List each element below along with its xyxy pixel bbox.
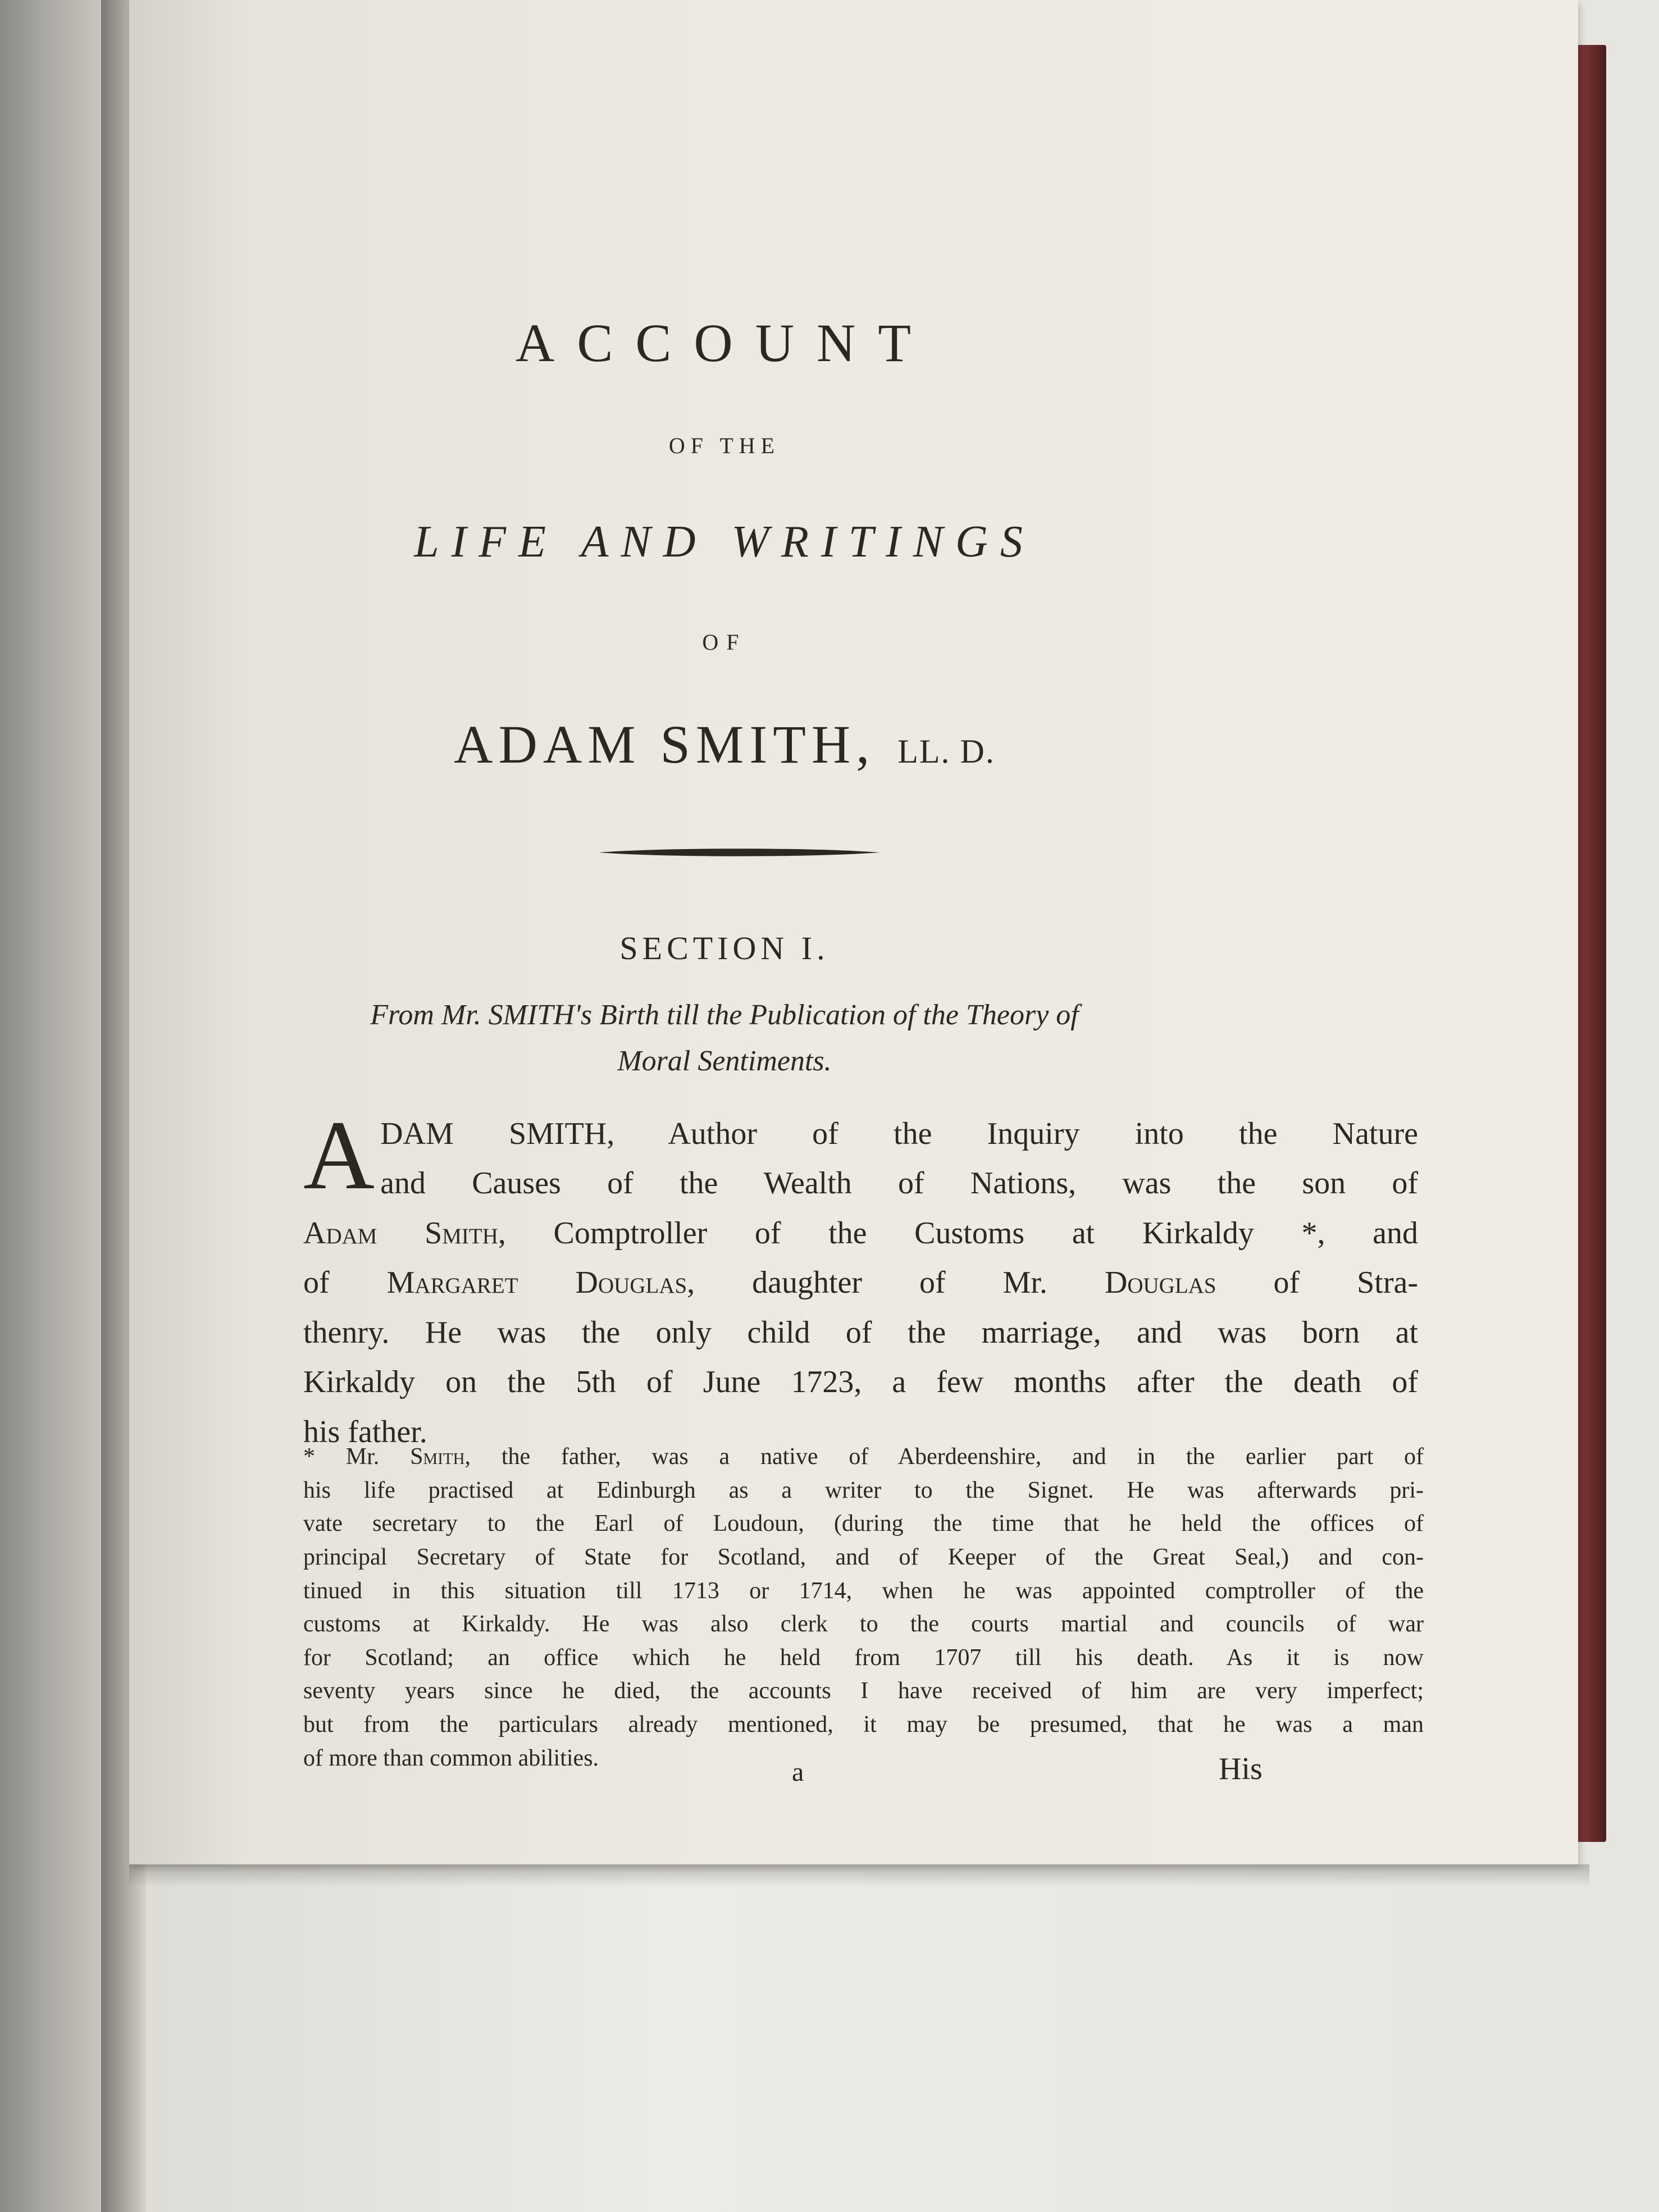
footnote-line	[303, 1440, 1424, 1474]
body-text-span: of Stra-	[1216, 1265, 1419, 1301]
body-text-span: of	[303, 1265, 387, 1301]
body-line: his father.	[303, 1414, 427, 1449]
footnote-line: tinued in this situation till 1713 or 1714, when he was appointed comptroller of the	[303, 1577, 1424, 1604]
footnote-text-span: * Mr.	[303, 1444, 411, 1470]
footnote-text-span: , the father, was a native of Aberdeenshire, and in the earlier part of	[464, 1444, 1424, 1470]
title-of: OF	[702, 630, 747, 655]
footnote-line: customs at Kirkaldy. He was also clerk to the courts martial and councils of war	[303, 1611, 1424, 1638]
section-subtitle-line2: Moral Sentiments.	[617, 1045, 832, 1077]
body-paragraph	[303, 1101, 1419, 1457]
footnote-line: of more than common abilities.	[303, 1745, 599, 1771]
body-line: Kirkaldy on the 5th of June 1723, a few months after the death of	[303, 1365, 1418, 1400]
title-of-the: OF THE	[668, 433, 781, 458]
body-text-span: , daughter of Mr.	[687, 1265, 1105, 1301]
signature-mark: a	[792, 1757, 804, 1787]
title-life-and-writings: LIFE AND WRITINGS	[414, 517, 1035, 567]
footnote-line: his life practised at Edinburgh as a writer to the Signet. He was afterwards pri-	[303, 1477, 1424, 1503]
footnote-line: seventy years since he died, the accounts I have received of him are very imperfect;	[303, 1678, 1424, 1704]
body-line	[303, 1258, 1418, 1307]
body-line: and Causes of the Wealth of Nations, was the son of	[380, 1166, 1418, 1201]
footnote-line: principal Secretary of State for Scotland, and of Keeper of the Great Seal,) and con-	[303, 1544, 1424, 1570]
page-shadow	[129, 1864, 1589, 1887]
author-name: ADAM SMITH,	[454, 714, 876, 774]
name-adam-smith: Adam Smith	[303, 1215, 498, 1251]
drop-cap: A	[303, 1101, 375, 1210]
ornamental-rule	[599, 845, 879, 860]
body-text-span: , Comptroller of the Customs at Kirkaldy *, and	[498, 1215, 1419, 1251]
section-heading: SECTION I.	[619, 930, 830, 966]
footnote-line: for Scotland; an office which he held from 1707 till his death. As it is now	[303, 1644, 1424, 1671]
footnote	[303, 1440, 1424, 1775]
footnote-line: but from the particulars already mentioned, it may be presumed, that he was a man	[303, 1712, 1424, 1737]
body-line	[303, 1208, 1418, 1258]
body-line: thenry. He was the only child of the marriage, and was born at	[303, 1315, 1418, 1350]
name-smith: Smith	[410, 1444, 465, 1470]
body-line: DAM SMITH, Author of the Inquiry into the Nature	[380, 1116, 1418, 1151]
page-content	[168, 0, 1424, 1864]
title-author-name	[168, 713, 1280, 776]
author-degree: LL. D.	[897, 733, 995, 770]
section-subtitle-line1: From Mr. SMITH's Birth till the Publication of the Theory of	[370, 999, 1079, 1031]
footnote-line: vate secretary to the Earl of Loudoun, (during the time that he held the offices of	[303, 1511, 1424, 1537]
catchword: His	[1219, 1752, 1263, 1786]
name-douglas: Douglas	[1104, 1265, 1216, 1301]
title-account: ACCOUNT	[515, 313, 933, 373]
name-margaret-douglas: Margaret Douglas	[386, 1265, 687, 1301]
